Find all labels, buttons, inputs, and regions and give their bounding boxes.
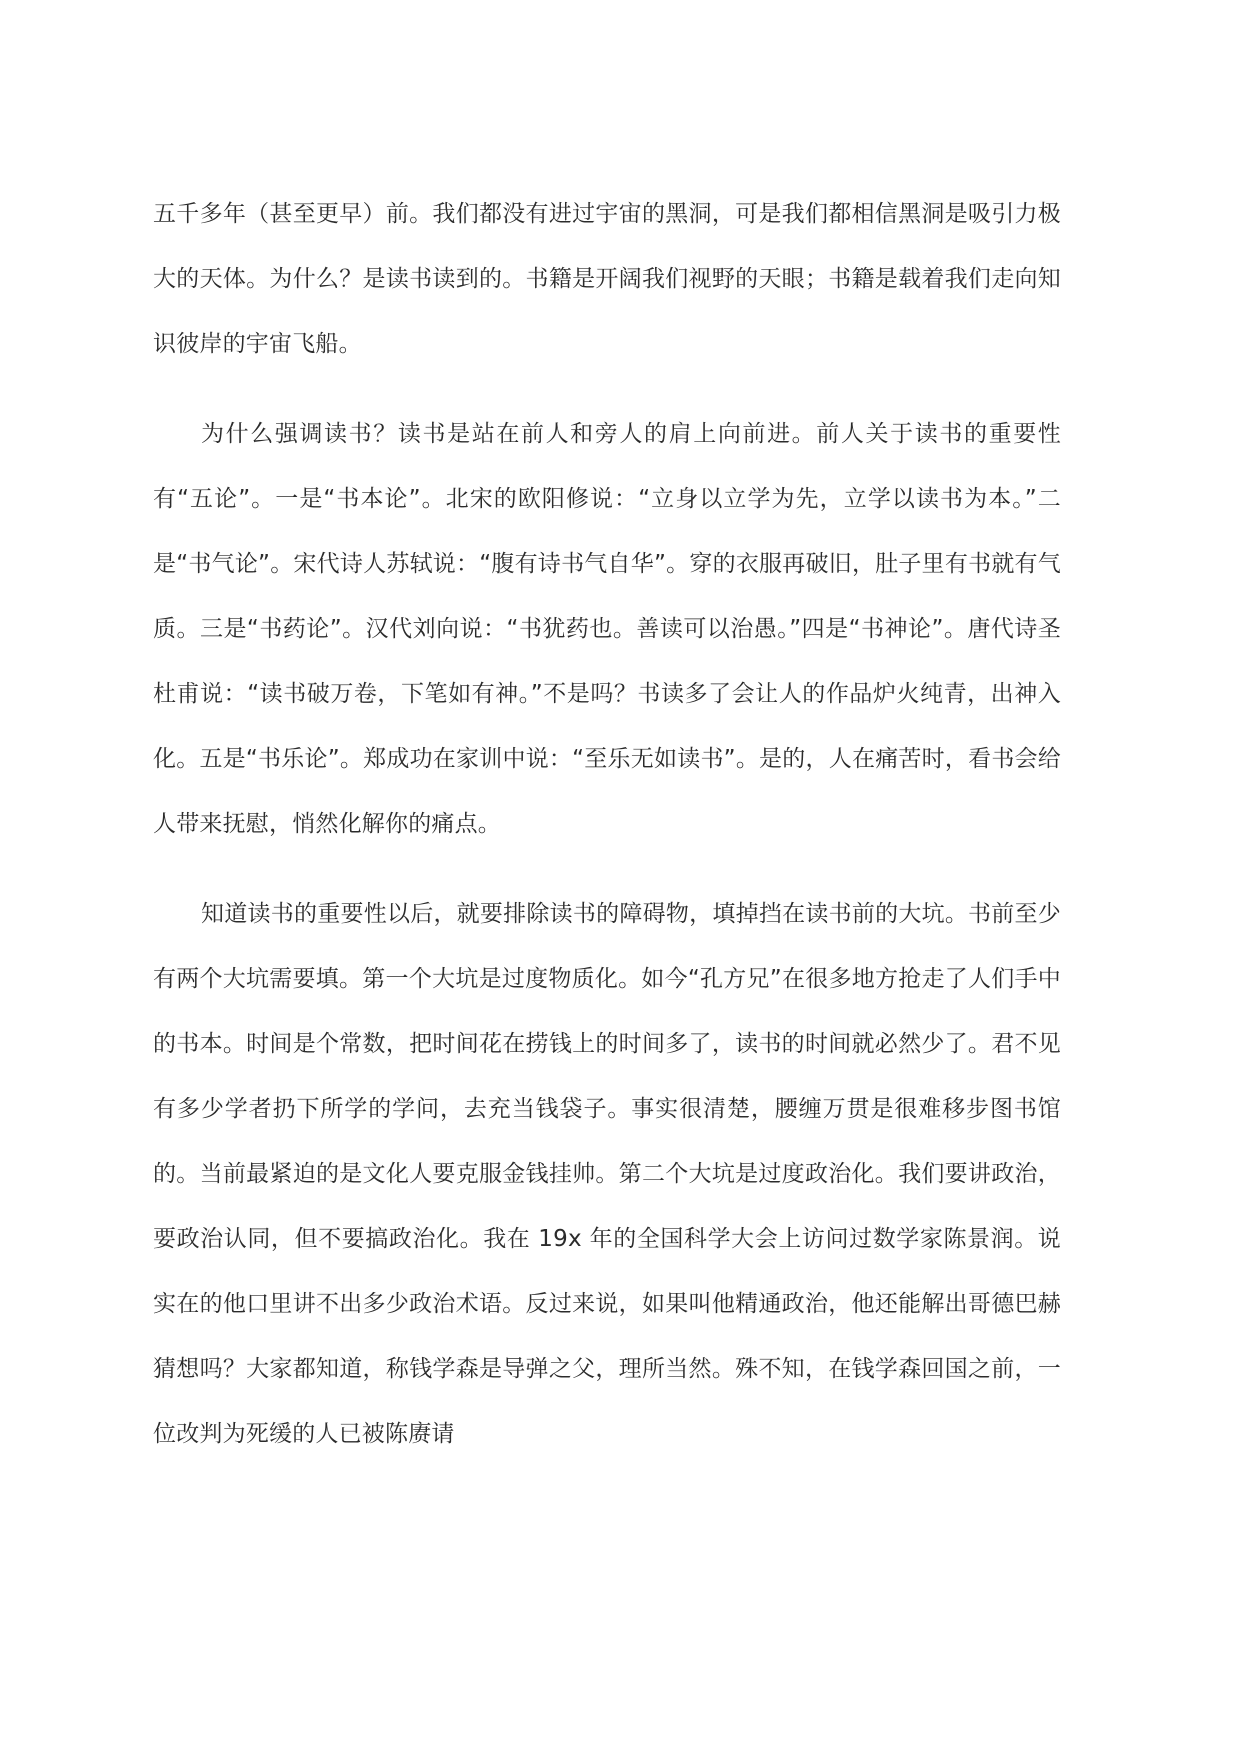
paragraph-continued: 五千多年（甚至更早）前。我们都没有进过宇宙的黑洞，可是我们都相信黑洞是吸引力极大的天体。为什么？是读书读到的。书籍是开阔我们视野的天眼；书籍是载着我们走向知识彼岸的宇宙飞船。 (153, 201, 1061, 357)
body-text (153, 182, 1061, 1467)
paragraph-five-theories: 为什么强调读书？读书是站在前人和旁人的肩上向前进。前人关于读书的重要性有“五论”。一是“书本论”。北宋的欧阳修说：“立身以立学为先，立学以读书为本。”二是“书气论”。宋代诗人苏轼说：“腹有诗书气自华”。穿的衣服再破旧，肚子里有书就有气质。三是“书药论”。汉代刘向说：“书犹药也。善读可以治愚。”四是“书神论”。唐代诗圣杜甫说：“读书破万卷，下笔如有神。”不是吗？书读多了会让人的作品炉火纯青，出神入化。五是“书乐论”。郑成功在家训中说：“至乐无如读书”。是的，人在痛苦时，看书会给人带来抚慰，悄然化解你的痛点。 (153, 421, 1061, 837)
paragraph-obstacles: 知道读书的重要性以后，就要排除读书的障碍物，填掉挡在读书前的大坑。书前至少有两个大坑需要填。第一个大坑是过度物质化。如今“孔方兄”在很多地方抢走了人们手中的书本。时间是个常数，把时间花在捞钱上的时间多了，读书的时间就必然少了。君不见有多少学者扔下所学的学问，去充当钱袋子。事实很清楚，腰缠万贯是很难移步图书馆的。当前最紧迫的是文化人要克服金钱挂帅。第二个大坑是过度政治化。我们要讲政治，要政治认同，但不要搞政治化。我在 19x 年的全国科学大会上访问过数学家陈景润。说实在的他口里讲不出多少政治术语。反过来说，如果叫他精通政治，他还能解出哥德巴赫猜想吗？大家都知道，称钱学森是导弹之父，理所当然。殊不知，在钱学森回国之前，一位改判为死缓的人已被陈赓请 (153, 901, 1061, 1447)
